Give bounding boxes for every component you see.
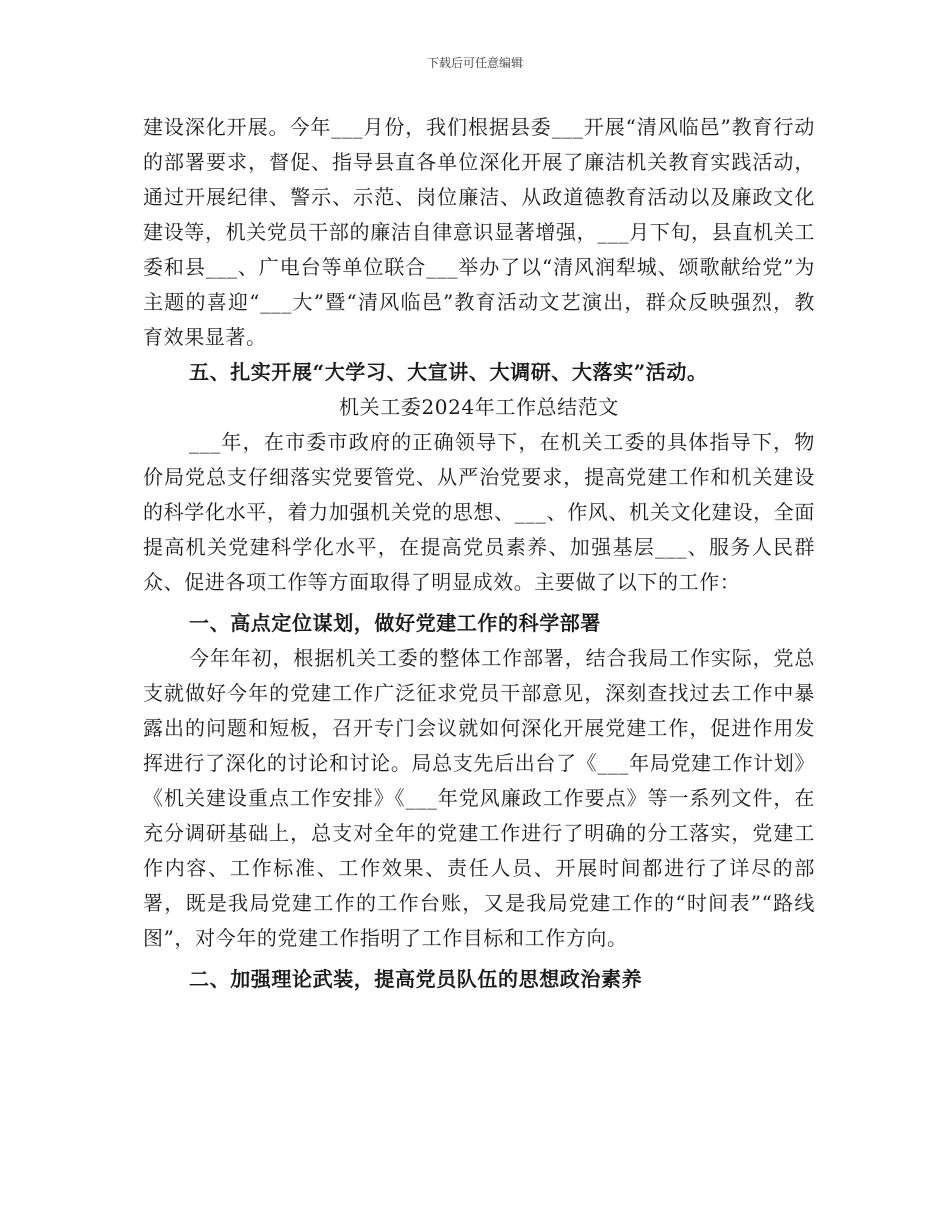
intro-paragraph: ___年，在市委市政府的正确领导下，在机关工委的具体指导下，物价局党总支仔细落实党要管党、从严治党要求，提高党建工作和机关建设的科学化水平，着力加强机关党的思想、___、作风、机关文化建设，全面提高机关党建科学化水平，在提高党员素养、加强基层___、服务人民群众、促进各项工作等方面取得了明显成效。主要做了以下的工作： [143, 430, 815, 594]
section-heading-1: 一、高点定位谋划，做好党建工作的科学部署 [189, 611, 601, 635]
document-title: 机关工委2024年工作总结范文 [339, 395, 619, 419]
section-heading-5: 五、扎实开展“大学习、大宣讲、大调研、大落实”活动。 [189, 360, 708, 384]
paragraph-continuation: 建设深化开展。今年___月份，我们根据县委___开展“清风临邑”教育行动的部署要求，督促、指导县直各单位深化开展了廉洁机关教育实践活动，通过开展纪律、警示、示范、岗位廉洁、从政道德教育活动以及廉政文化建设等，机关党员干部的廉洁自律意识显著增强，___月下旬，县直机关工委和县___、广电台等单位联合___举办了以“清风润犁城、颂歌献给党”为主题的喜迎“___大”暨“清风临邑”教育活动文艺演出，群众反映强烈，教育效果显著。 [143, 115, 815, 349]
section-heading-2: 二、加强理论武装，提高党员队伍的思想政治素养 [189, 967, 643, 991]
section-1-paragraph: 今年年初，根据机关工委的整体工作部署，结合我局工作实际，党总支就做好今年的党建工作广泛征求党员干部意见，深刻查找过去工作中暴露出的问题和短板，召开专门会议就如何深化开展党建工作，促进作用发挥进行了深化的讨论和讨论。局总支先后出台了《___年局党建工作计划》《机关建设重点工作安排》《___年党风廉政工作要点》等一系列文件，在充分调研基础上，总支对全年的党建工作进行了明确的分工落实，党建工作内容、工作标准、工作效果、责任人员、开展时间都进行了详尽的部署，既是我局党建工作的工作台账，又是我局党建工作的“时间表”“路线图”，对今年的党建工作指明了工作目标和工作方向。 [143, 646, 815, 950]
document-body [143, 110, 815, 997]
page-header: 下载后可任意编辑 [426, 56, 523, 70]
